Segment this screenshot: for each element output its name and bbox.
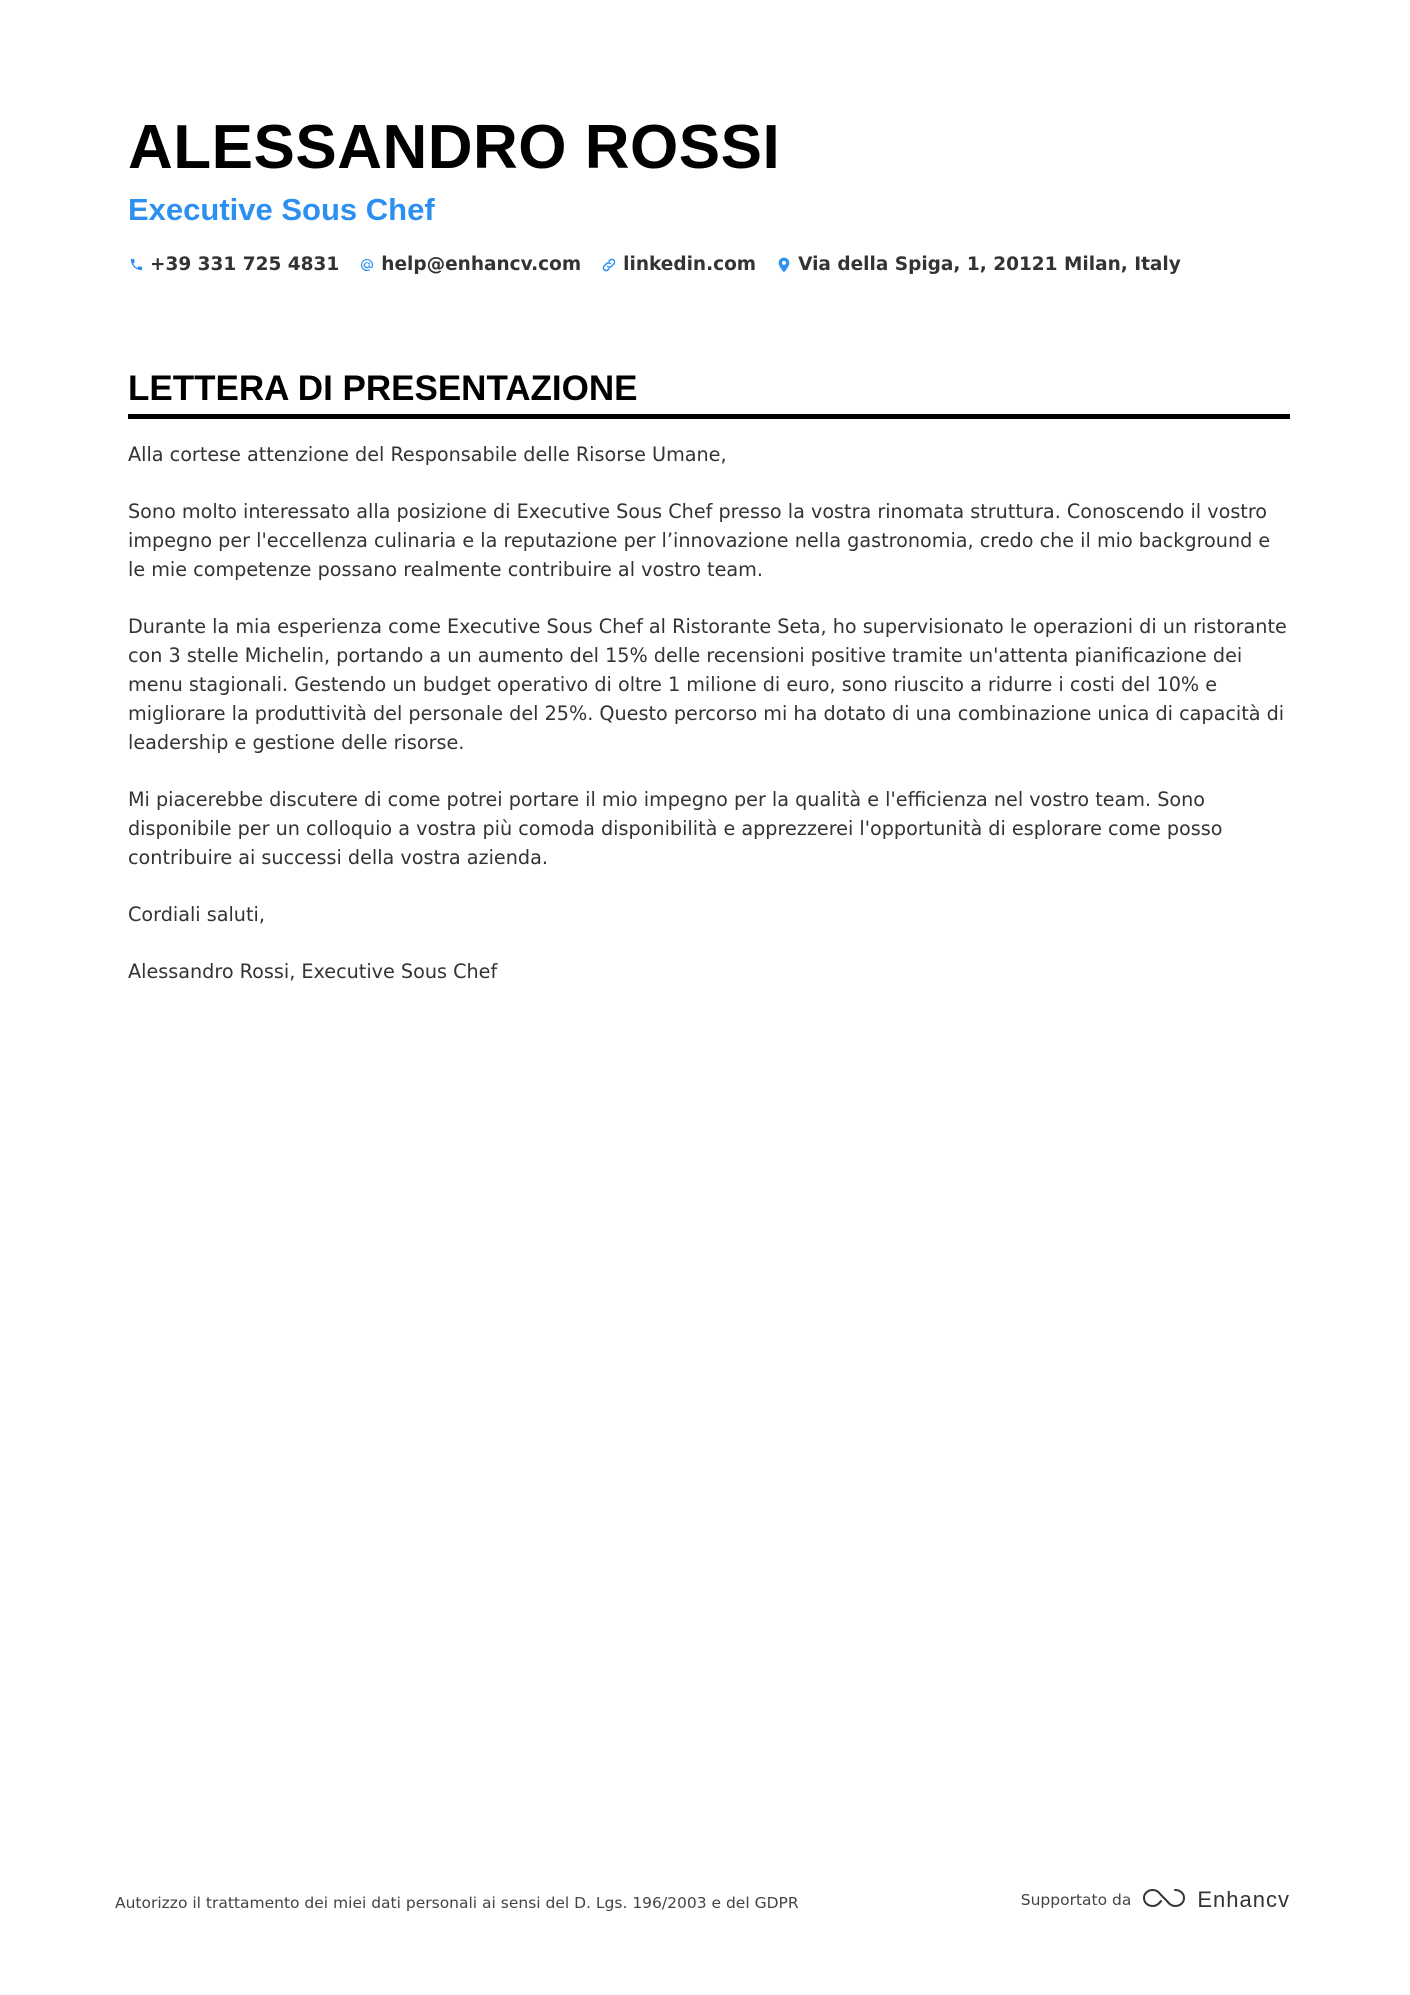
enhancv-logo-icon <box>1141 1886 1187 1914</box>
supported-by-label: Supportato da <box>1020 1891 1132 1909</box>
phone-icon <box>128 257 144 273</box>
candidate-name: ALESSANDRO ROSSI <box>128 113 781 182</box>
linkedin-text: linkedin.com <box>623 254 757 275</box>
letter-paragraph: Sono molto interessato alla posizione di Executive Sous Chef presso la vostra rinomata struttura. Conoscendo il vostro impegno per l'eccellenza culinaria e la reputazione per l’innovazione nella gastronomia, credo che il mio background e le mie competenze possano realmente contribuire al vostro team. <box>128 500 1271 581</box>
contact-phone[interactable] <box>128 254 339 275</box>
section-title: LETTERA DI PRESENTAZIONE <box>128 368 1290 419</box>
letter-signature: Alessandro Rossi, Executive Sous Chef <box>128 960 498 983</box>
job-title: Executive Sous Chef <box>128 192 435 227</box>
contact-linkedin[interactable] <box>601 254 756 275</box>
privacy-consent-note: Autorizzo il trattamento dei miei dati personali ai sensi del D. Lgs. 196/2003 e del GDPR <box>115 1894 799 1912</box>
footer-branding[interactable] <box>1021 1886 1290 1914</box>
contact-email[interactable] <box>359 254 581 275</box>
email-text: help@enhancv.com <box>381 254 582 275</box>
letter-closing: Cordiali saluti, <box>128 903 265 926</box>
address-text: Via della Spiga, 1, 20121 Milan, Italy <box>798 254 1181 275</box>
phone-text: +39 331 725 4831 <box>150 254 340 275</box>
link-icon <box>601 257 617 273</box>
contact-address <box>776 254 1181 275</box>
letter-paragraph: Durante la mia esperienza come Executive Sous Chef al Ristorante Seta, ho supervisionato le operazioni di un ristorante con 3 stelle Michelin, portando a un aumento del 15% delle recensioni positive tramite un'attenta pianificazione dei menu stagionali. Gestendo un budget operativo di oltre 1 milione di euro, sono riuscito a ridurre i costi del 10% e migliorare la produttività del personale del 25%. Questo percorso mi ha dotato di una combinazione unica di capacità di leadership e gestione delle risorse. <box>128 615 1287 754</box>
letter-greeting: Alla cortese attenzione del Responsabile delle Risorse Umane, <box>128 443 727 466</box>
location-pin-icon <box>776 257 792 273</box>
contact-bar <box>128 254 1181 275</box>
at-icon <box>359 257 375 273</box>
letter-body <box>128 440 1290 1014</box>
brand-name: Enhancv <box>1197 1887 1290 1912</box>
letter-paragraph: Mi piacerebbe discutere di come potrei portare il mio impegno per la qualità e l'efficienza nel vostro team. Sono disponibile per un colloquio a vostra più comoda disponibilità e apprezzerei l'opportunità di esplorare come posso contribuire ai successi della vostra azienda. <box>128 788 1223 869</box>
